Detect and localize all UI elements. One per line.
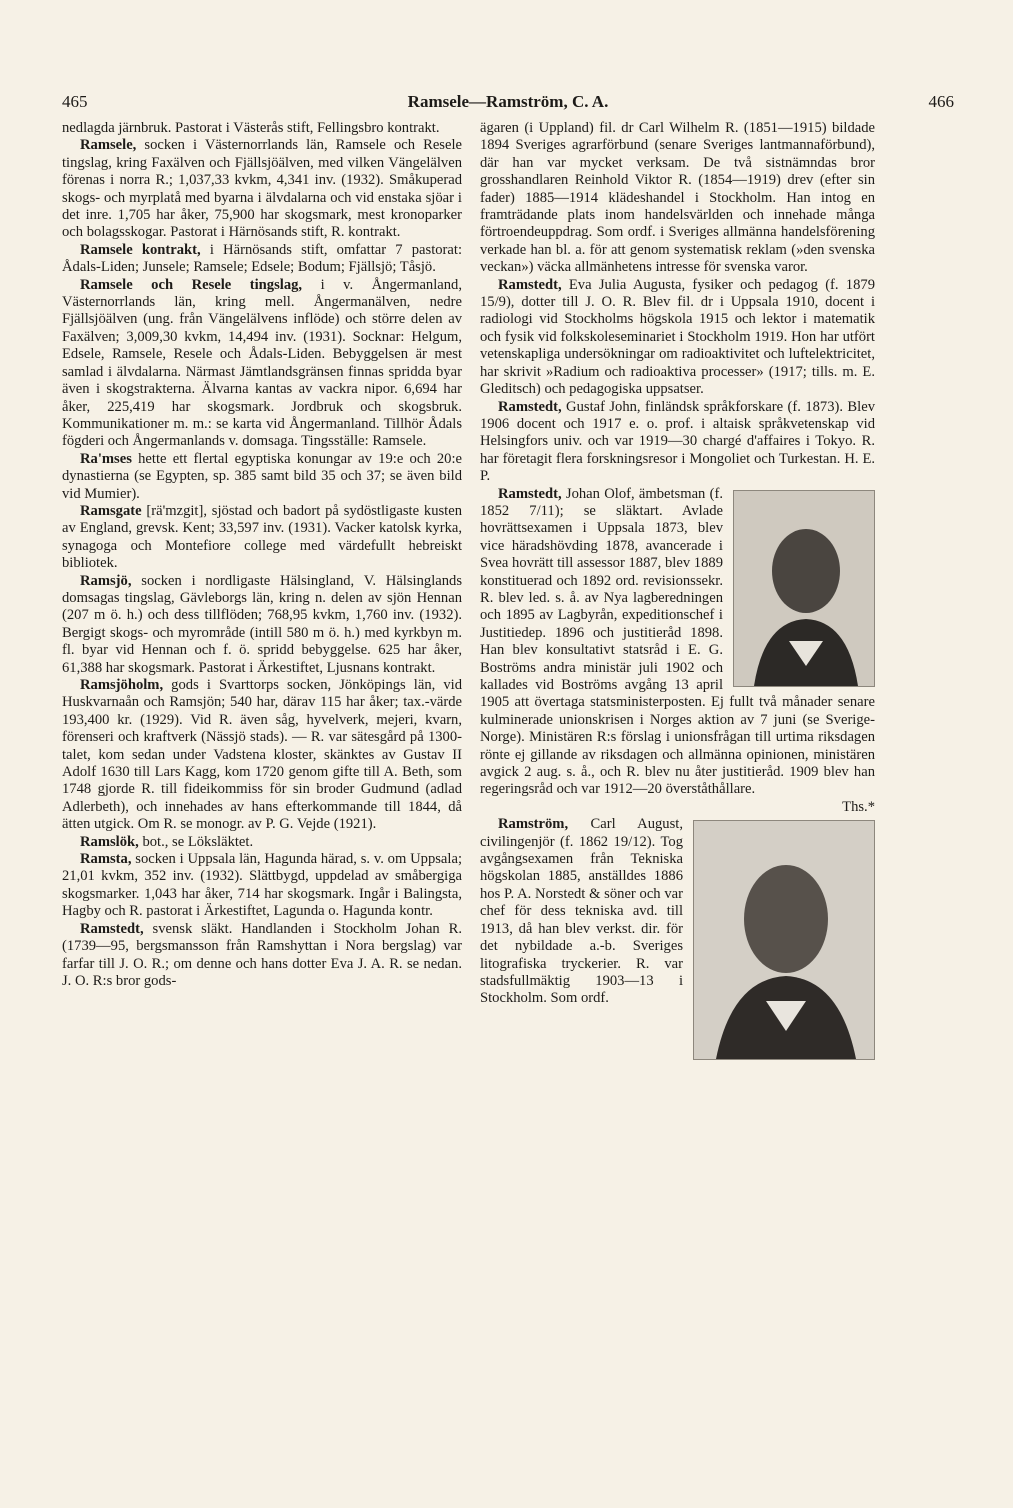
entry-ramsgate: Ramsgate [rä'mzgit], sjöstad och badort på sydöstligaste kusten av England, grevsk. Kent; 33,597 inv. (1931). Vacker katolsk kyrka, synagoga och Montefiore college med värdefullt hebreiskt bibliotek. [62, 502, 462, 572]
entry-ramses: Ra'mses hette ett flertal egyptiska konungar av 19:e och 20:e dynastierna (se Egypten, sp. 385 samt bild 35 och 37; se även bild vid Mumier). [62, 450, 462, 502]
page-number-left: 465 [62, 92, 88, 111]
signature-ths: Ths.* [842, 798, 875, 815]
portrait-photo-ramstedt [733, 490, 875, 687]
entry-ramstedt-eva: Ramstedt, Eva Julia Augusta, fysiker och pedagog (f. 1879 15/9), dotter till J. O. R. Blev fil. dr i Uppsala 1910, docent i radiologi vid Stockholms högskola 1915 och lektor i matematik och fysik vid folkskoleseminariet i Stockholm 1919. Hon har utfört vetenskapliga undersökningar om radioaktivitet och luftelektricitet, har skrivit »Radium och radioaktiva processer» (1917; tills. m. E. Gleditsch) och pedagogiska uppsatser. [480, 276, 875, 398]
signature-hep: H. E. P. [480, 450, 876, 485]
left-column [62, 120, 462, 990]
entry-ramsjo: Ramsjö, socken i nordligaste Hälsingland, V. Hälsinglands domsagas tingslag, Gävleborgs län, kring n. delen av sjön Hennan (207 m ö. h.) och dess tillflöden; 768,95 kvkm, 1,760 inv. (1932). Bergigt skogs- och myrområde (intill 580 m ö. h.) med kyrkbyn m. fl. byar vid Hennan och f. ö. spridd bebyggelse. 625 har åker, 61,388 har skogsmark. Pastorat i Ärkestiftet, Ljusnans kontrakt. [62, 572, 462, 676]
entry-ramsjoholm: Ramsjöholm, gods i Svarttorps socken, Jönköpings län, vid Huskvarnaån och Ramsjön; 540 har, därav 115 har åker; tax.-värde 193,400 kr. (1929). Vid R. även såg, hyvelverk, mejeri, kvarn, förenseri och kraftverk (Nässjö stads). — R. var sätesgård på 1300-talet, kom sedan under Vadstena kloster, skänktes av Gustav II Adolf 1630 till Lars Kagg, kom 1720 genom gifte till A. Beth, som 1748 gjorde R. till fideikommiss för sin broder Gudmund (adlad Adlerbeth), och innehades av hans efterkommande till 1844, då ätten utgick. Om R. se monogr. av P. G. Vejde (1921). [62, 677, 462, 833]
entry-continuation: nedlagda järnbruk. Pastorat i Västerås stift, Fellingsbro kontrakt. [62, 120, 440, 136]
page-header [62, 92, 954, 116]
portrait-silhouette-icon [734, 491, 874, 686]
right-column [480, 120, 875, 1066]
entry-ramsele-tingslag: Ramsele och Resele tingslag, i v. Ångermanland, Västernorrlands län, kring mell. Ångermanälven, nedre Fjällsjöälven (ung. från Vängelälvens inflöde) och större delen av Faxälven; 3,009,30 kvkm, 14,494 inv. (1931). Socknar: Helgum, Edsele, Ramsele, Resele och Ådals-Liden. Bebyggelsen är mest samlad i älvdalarna. Närmast Jämtlandsgränsen finnas spridda byar även i skogstrakterna. Älvarna kantas av vackra nipor. 6,694 har åker, 225,419 har skogsmark. Jordbruk och skogsbruk. Kommunikationer m. m.: se karta vid Ångermanland. Tillhör Ådals fögderi och Ångermanlands v. domsaga. Tingsställe: Ramsele. [62, 276, 462, 450]
entry-ramslok: Ramslök, bot., se Löksläktet. [80, 833, 254, 850]
running-title: Ramsele—Ramström, C. A. [407, 92, 609, 111]
entry-ramstrom-carl: Ramström, Carl August, civilingenjör (f. 1862 19/12). Tog avgångsexamen från Tekniska högskolan 1885, anställdes 1886 hos P. A. Norstedt & söner och var chef för dess tekniska avd. till 1913, då han blev verkst. dir. för det nybildade a.-b. Sveriges litografiska tryckerier. R. var stadsfullmäktig 1903—13 i Stockholm. Som ordf. [480, 816, 683, 1007]
entry-ramsele: Ramsele, socken i Västernorrlands län, Ramsele och Resele tingslag, kring Faxälven och Fjällsjöälven, med vilken Vängelälven förenas i norra R.; 1,037,33 kvkm, 4,341 inv. (1932). Småkuperad skogs- och myrplatå med byarna i älvdalarna och vid enstaka sjöar i det inre. 1,705 har åker, 75,900 har skogsmark, mest kronoparker och bolagsskogar. Pastorat i Härnösands stift, R. kontrakt. [62, 137, 462, 241]
entry-ramstedt-family: Ramstedt, svensk släkt. Handlanden i Stockholm Johan R. (1739—95, bergsmansson från Ramshyttan i Nora bergslag) var farfar till J. O. R.; om denne och hans dotter Eva J. A. R. se nedan. J. O. R:s bror gods- [62, 920, 462, 989]
entry-ramstedt-johan: Ramstedt, Johan Olof, ämbetsman (f. 1852 7/11); se släktart. Avlade hovrättsexamen i Uppsala 1873, blev vice häradshövding 1878, avancerade i Svea hovrätt till assessor 1887, blev 1889 konstituerad och 1892 ord. revisionssekr. R. blev led. s. å. av Nya lagberedningen och 1895 av Lagbyrån, expeditionschef i Justitiedep. 1896 och justitieråd 1898. Han blev konsultativt statsråd i E. G. Boströms andra ministär juli 1902 och kallades vid Boströms avgång 13 april 1905 att övertaga statsministerposten. Ej fullt två månader senare kulminerade unionskrisen i Norges aktion av 7 juni (se Sverige-Norge). Ministären R:s förslag i unionsfrågan till urtima riksdagen rönte ej gillande av riksdagen och allmänna opinionen, ministären avgick 2 aug. s. å., och R. blev nu åter justitieråd. 1909 blev han regeringsråd och var 1912—20 överståthållare. [480, 485, 875, 798]
portrait-silhouette-icon [694, 821, 874, 1059]
entry-ramsele-kontrakt: Ramsele kontrakt, i Härnösands stift, omfattar 7 pastorat: Ådals-Liden; Junsele; Ramsele; Edsele; Bodum; Fjällsjö; Tåsjö. [62, 241, 462, 276]
entry-ramsta: Ramsta, socken i Uppsala län, Hagunda härad, s. v. om Uppsala; 21,01 kvkm, 352 inv. (1932). Slättbygd, uppdelad av småbergiga skogsmarker. 1,043 har åker, 714 har skogsmark. Ingår i Balingsta, Hagby och R. pastorat i Ärkestiftet, Lagunda o. Hagunda kontr. [62, 851, 462, 920]
entry-ramstedt-gustaf: Ramstedt, Gustaf John, finländsk språkforskare (f. 1873). Blev 1906 docent och 1917 e. o. prof. i altaisk språkvetenskap vid Helsingfors univ. och var 1919—30 chargé d'affaires i Tokyo. R. har företagit flera forskningsresor i Mongoliet och Turkestan. H. E. P. [480, 398, 876, 485]
page-number-right: 466 [928, 92, 954, 111]
portrait-photo-ramstrom [693, 820, 875, 1060]
entry-ramstedt-continuation: ägaren (i Uppland) fil. dr Carl Wilhelm R. (1851—1915) bildade 1894 Sveriges agrarförbund (senare Sveriges lantmannaförbund), där han var mycket verksam. De två sistnämndas bror grosshandlaren Reinhold Viktor R. (1854—1919) drev (efter sin fader) 1885—1914 klädeshandel i Stockholm. Han intog en framträdande plats inom handelsvärlden och innehade många förtroendeuppdrag. Som ordf. i Sveriges allmänna handelsförening verkade han bl. a. för att genom systematisk reklam (»den svenska veckan») väcka allmänhetens intresse för svenska varor. [480, 120, 875, 276]
